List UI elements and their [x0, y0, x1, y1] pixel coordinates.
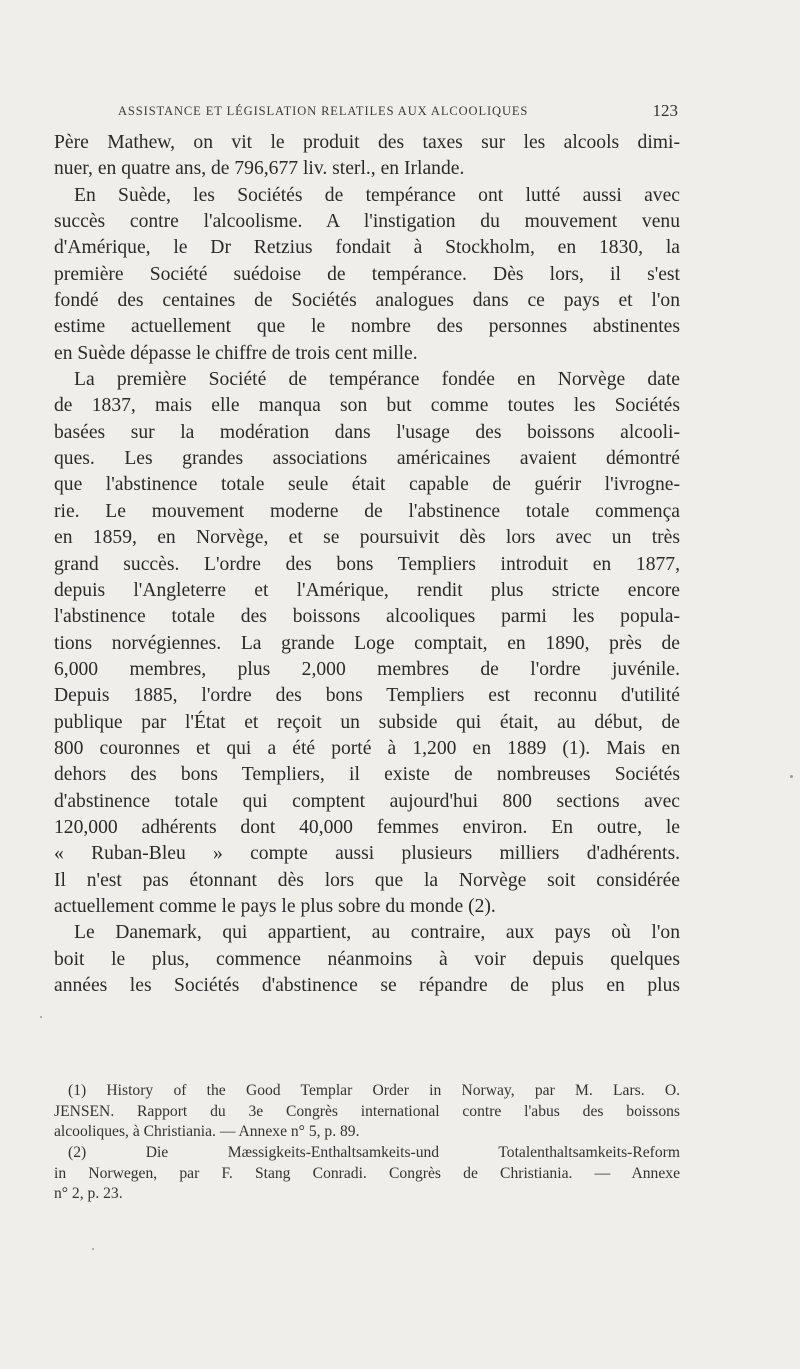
text-line: En Suède, les Sociétés de tempérance ont lutté aussi avec [74, 184, 680, 206]
text-line: nuer, en quatre ans, de 796,677 liv. sterl., en Irlande. [54, 158, 465, 180]
text-line: tions norvégiennes. La grande Loge comptait, en 1890, près de [54, 632, 680, 654]
main-text [54, 130, 680, 999]
text-line: ques. Les grandes associations américaines avaient démontré [54, 448, 680, 470]
footnotes [54, 1081, 680, 1205]
footnote-line: (2) Die Mæssigkeits-Enthaltsamkeits-und Totalenthaltsamkeits-Reform [68, 1144, 680, 1162]
text-line: en Suède dépasse le chiffre de trois cent mille. [54, 342, 418, 364]
text-line: basées sur la modération dans l'usage des boissons alcooli- [54, 421, 680, 443]
text-line: estime actuellement que le nombre des personnes abstinentes [54, 316, 680, 338]
text-line: « Ruban-Bleu » compte aussi plusieurs milliers d'adhérents. [54, 843, 680, 865]
text-line: actuellement comme le pays le plus sobre du monde (2). [54, 895, 496, 917]
paper-speck [40, 1016, 42, 1018]
paper-speck [92, 1248, 94, 1250]
text-line: années les Sociétés d'abstinence se répandre de plus en plus [54, 975, 680, 996]
text-line: 800 couronnes et qui a été porté à 1,200 en 1889 (1). Mais en [54, 737, 680, 759]
footnote-line: (1) History of the Good Templar Order in Norway, par M. Lars. O. [68, 1082, 680, 1099]
footnote-line: alcooliques, à Christiania. — Annexe n° 5, p. 89. [54, 1123, 360, 1141]
page-number: 123 [652, 101, 678, 120]
text-line: Depuis 1885, l'ordre des bons Templiers est reconnu d'utilité [54, 685, 680, 707]
text-line: boit le plus, commence néanmoins à voir depuis quelques [54, 948, 680, 970]
footnote-line: in Norwegen, par F. Stang Conradi. Congrès de Christiania. — Annexe [54, 1164, 680, 1182]
text-line: Il n'est pas étonnant dès lors que la Norvège soit considérée [54, 869, 680, 891]
text-line: publique par l'État et reçoit un subside qui était, au début, de [54, 711, 680, 733]
text-line: La première Société de tempérance fondée en Norvège date [74, 369, 680, 391]
text-line: de 1837, mais elle manqua son but comme toutes les Sociétés [54, 395, 680, 417]
text-line: première Société suédoise de tempérance. Dès lors, il s'est [54, 263, 680, 285]
text-line: que l'abstinence totale seule était capable de guérir l'ivrogne- [54, 474, 680, 496]
footnote-line: JENSEN. Rapport du 3e Congrès international contre l'abus des boissons [54, 1102, 680, 1120]
running-head: ASSISTANCE ET LÉGISLATION RELATILES AUX ALCOOLIQUES [118, 104, 529, 118]
text-line: succès contre l'alcoolisme. A l'instigation du mouvement venu [54, 211, 680, 233]
text-line: Le Danemark, qui appartient, au contraire, aux pays où l'on [74, 922, 680, 944]
text-line: rie. Le mouvement moderne de l'abstinence totale commença [54, 500, 680, 522]
text-line: l'abstinence totale des boissons alcooliques parmi les popula- [54, 606, 680, 628]
page-header [118, 101, 678, 128]
text-line: depuis l'Angleterre et l'Amérique, rendit plus stricte encore [54, 579, 680, 601]
text-line: fondé des centaines de Sociétés analogues dans ce pays et l'on [54, 290, 680, 312]
footnote-line: n° 2, p. 23. [54, 1185, 123, 1203]
text-line: en 1859, en Norvège, et se poursuivit dès lors avec un très [54, 527, 680, 549]
paper-speck [790, 775, 793, 778]
text-line: d'abstinence totale qui comptent aujourd'hui 800 sections avec [54, 790, 680, 812]
text-line: grand succès. L'ordre des bons Templiers introduit en 1877, [54, 553, 680, 575]
text-line: dehors des bons Templiers, il existe de nombreuses Sociétés [54, 764, 680, 786]
text-line: Père Mathew, on vit le produit des taxes sur les alcools dimi- [54, 132, 680, 153]
text-line: 120,000 adhérents dont 40,000 femmes environ. En outre, le [54, 816, 680, 838]
text-line: 6,000 membres, plus 2,000 membres de l'ordre juvénile. [54, 658, 680, 680]
text-line: d'Amérique, le Dr Retzius fondait à Stockholm, en 1830, la [54, 237, 680, 259]
